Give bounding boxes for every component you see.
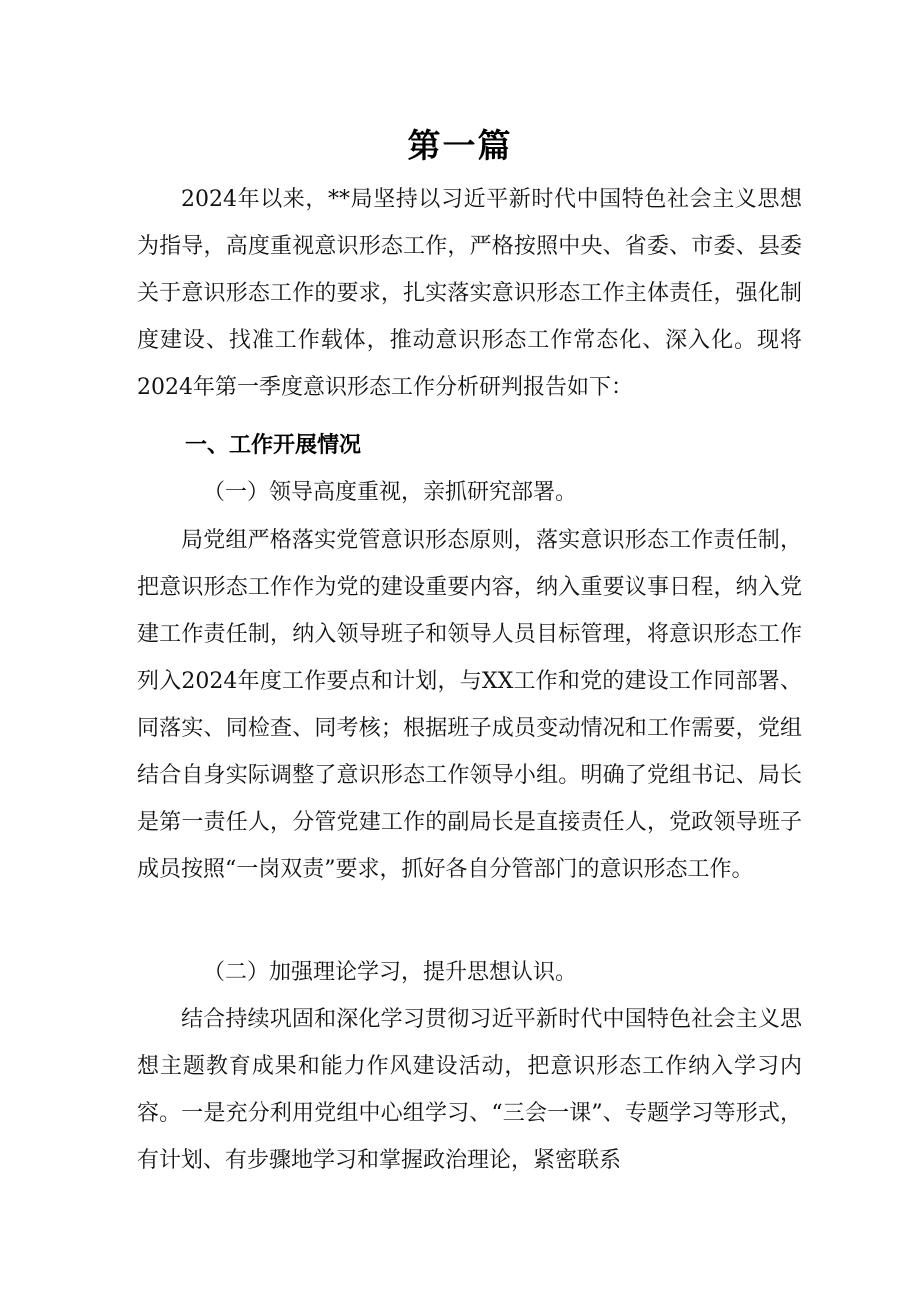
section-heading-1: 一、工作开展情况 xyxy=(185,433,362,458)
subsection-1-paragraph: 局党组严格落实党管意识形态原则，落实意识形态工作责任制，把意识形态工作作为党的建设重要内容，纳入重要议事日程，纳入党建工作责任制，纳入领导班子和领导人员目标管理，将意识形态工作列入2024年度工作要点和计划，与XX工作和党的建设工作同部署、同落实、同检查、同考核；根据班子成员变动情况和工作需要，党组结合自身实际调整了意识形态工作领导小组。明确了党组书记、局长是第一责任人，分管党建工作的副局长是直接责任人，党政领导班子成员按照“一岗双责”要求，抓好各自分管部门的意识形态工作。 xyxy=(137,528,802,882)
subsection-heading-2: （二）加强理论学习，提升思想认识。 xyxy=(203,960,578,985)
subsection-2-paragraph: 结合持续巩固和深化学习贯彻习近平新时代中国特色社会主义思想主题教育成果和能力作风建设活动，把意识形态工作纳入学习内容。一是充分利用党组中心组学习、“三会一课”、专题学习等形式，有计划、有步骤地学习和掌握政治理论，紧密联系 xyxy=(137,1007,802,1173)
document-title: 第一篇 xyxy=(407,126,513,165)
subsection-heading-1: （一）领导高度重视，亲抓研究部署。 xyxy=(203,480,578,505)
intro-paragraph: 2024年以来，**局坚持以习近平新时代中国特色社会主义思想为指导，高度重视意识形态工作，严格按照中央、省委、市委、县委关于意识形态工作的要求，扎实落实意识形态工作主体责任，强化制度建设、找准工作载体，推动意识形态工作常态化、深入化。现将2024年第一季度意识形态工作分析研判报告如下： xyxy=(137,187,802,400)
